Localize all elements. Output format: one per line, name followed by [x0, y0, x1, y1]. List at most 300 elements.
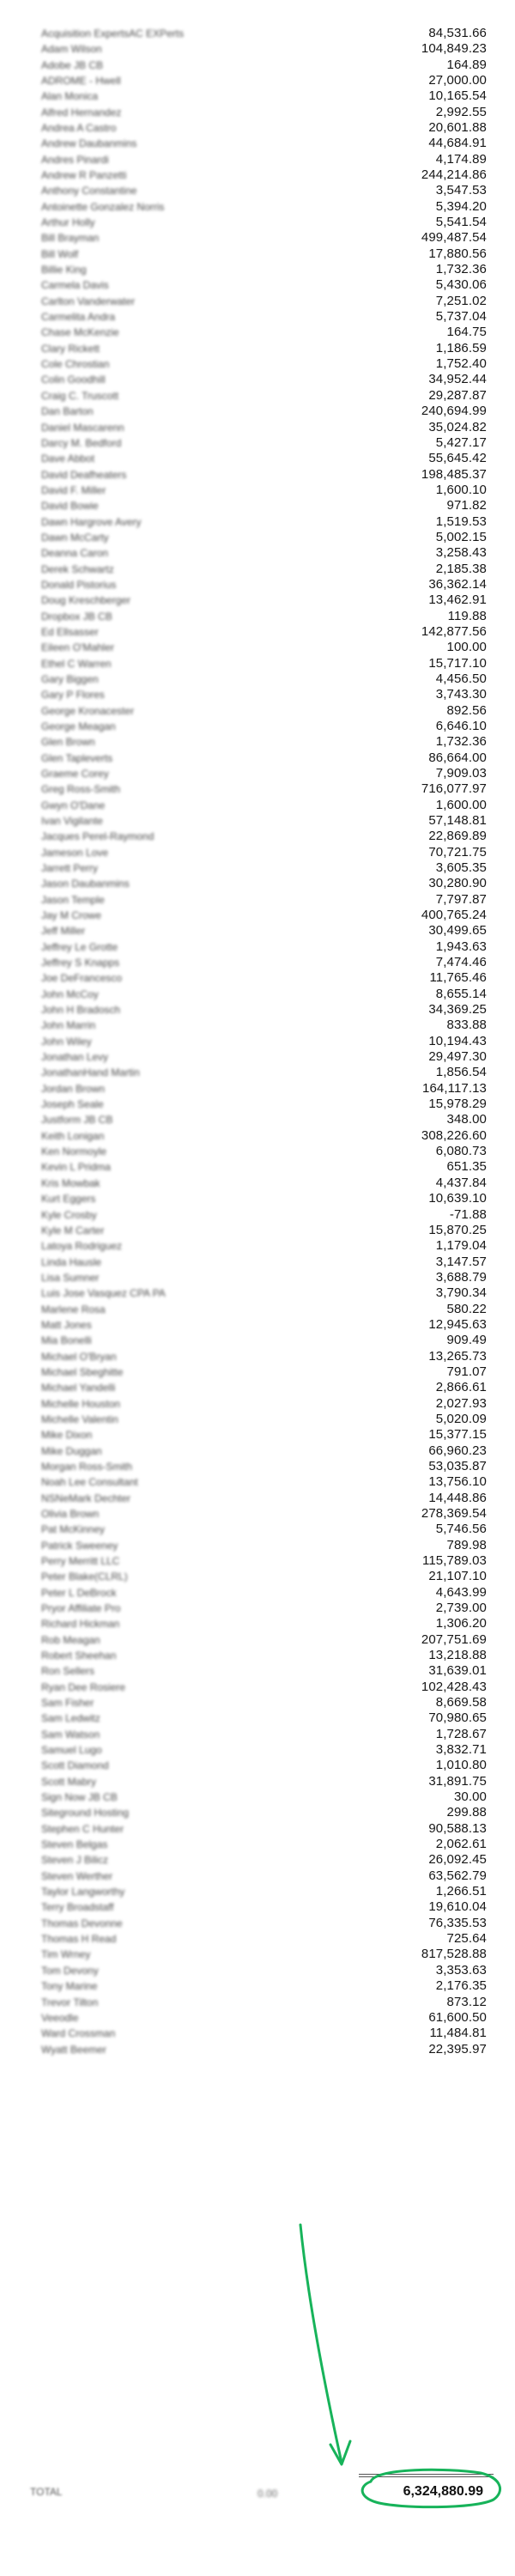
table-row	[0, 1569, 515, 1584]
table-row	[0, 514, 515, 530]
payment-amount: 1,186.59	[435, 340, 487, 355]
payee-name: Keith Lonigan	[41, 1129, 105, 1142]
table-row	[0, 562, 515, 577]
payment-amount: 17,880.56	[428, 246, 487, 261]
table-row	[0, 294, 515, 309]
payee-name: Jay M Crowe	[41, 909, 102, 922]
table-row	[0, 435, 515, 451]
table-row	[0, 1805, 515, 1820]
payment-amount: 13,462.91	[428, 592, 487, 608]
payment-amount: 10,639.10	[428, 1191, 487, 1206]
payee-name: Doug Kreschberger	[41, 594, 131, 607]
payee-name: Ryan Dee Rosiere	[41, 1680, 126, 1693]
payment-amount: 5,541.54	[435, 215, 487, 230]
payment-amount: 3,688.79	[435, 1269, 487, 1285]
payee-name: Dawn McCarty	[41, 531, 109, 544]
table-row	[0, 498, 515, 513]
table-row	[0, 388, 515, 404]
table-row	[0, 26, 515, 41]
payee-name: Michelle Houston	[41, 1397, 121, 1410]
payment-amount: 57,148.81	[428, 813, 487, 828]
payee-name: Tom Devony	[41, 1964, 99, 1977]
payee-name: Kevin L Pridma	[41, 1161, 111, 1174]
table-row	[0, 183, 515, 198]
payee-name: Terry Broadstaff	[41, 1901, 114, 1914]
table-row	[0, 1128, 515, 1144]
table-row	[0, 1412, 515, 1427]
payee-name: Cole Chrostian	[41, 358, 110, 371]
payment-amount: 7,909.03	[435, 765, 487, 781]
payee-name: Steven J Bilicz	[41, 1854, 109, 1867]
payee-name: Glen Tapleverts	[41, 751, 113, 764]
table-row	[0, 592, 515, 608]
table-row	[0, 1144, 515, 1159]
payee-name: Noah Lee Consultant	[41, 1476, 138, 1489]
payee-name: Ken Normoyle	[41, 1145, 107, 1158]
payment-amount: 1,600.10	[435, 482, 487, 497]
payee-name: Jordan Brown	[41, 1082, 106, 1095]
table-row	[0, 1223, 515, 1238]
payment-amount: 3,743.30	[435, 687, 487, 702]
payee-name: Samuel Lugo	[41, 1744, 102, 1757]
table-row	[0, 2010, 515, 2026]
payment-amount: 3,605.35	[435, 860, 487, 876]
table-row	[0, 656, 515, 671]
payment-amount: 164.75	[446, 325, 487, 340]
payee-name: Greg Ross-Smith	[41, 783, 121, 796]
payment-amount: 1,010.80	[435, 1758, 487, 1773]
payment-amount: 3,832.71	[435, 1742, 487, 1758]
payment-amount: 70,721.75	[428, 844, 487, 860]
payee-name: Craig C. Truscott	[41, 389, 119, 402]
total-rule-bottom	[359, 2476, 494, 2477]
payee-name: Perry Merritt LLC	[41, 1554, 120, 1567]
table-row	[0, 545, 515, 561]
payment-amount: 1,306.20	[435, 1616, 487, 1631]
payment-amount: 22,395.97	[428, 2041, 487, 2057]
payment-amount: 13,756.10	[428, 1474, 487, 1490]
payment-amount: 44,684.91	[428, 136, 487, 151]
payee-name: Chase McKenzie	[41, 326, 119, 339]
payee-name: Jarrett Perry	[41, 862, 99, 875]
payment-amount: 164.89	[446, 57, 487, 72]
table-row	[0, 829, 515, 844]
table-row	[0, 1632, 515, 1648]
payee-name: Carmela Davis	[41, 279, 109, 292]
payment-amount: 892.56	[446, 702, 487, 718]
payment-amount: 63,562.79	[428, 1868, 487, 1883]
payment-amount: 30,499.65	[428, 923, 487, 939]
payment-amount: 4,437.84	[435, 1175, 487, 1190]
table-row	[0, 1931, 515, 1947]
payee-name: Sign Now JB CB	[41, 1791, 118, 1804]
table-row	[0, 1159, 515, 1175]
table-row	[0, 1176, 515, 1191]
table-row	[0, 609, 515, 624]
payee-name: Andrea A Castro	[41, 122, 117, 135]
table-row	[0, 1538, 515, 1553]
table-row	[0, 1663, 515, 1679]
table-row	[0, 860, 515, 876]
table-row	[0, 1553, 515, 1569]
payment-amount: 3,353.63	[435, 1962, 487, 1978]
table-row	[0, 2042, 515, 2057]
payee-name: Gary Biggen	[41, 672, 99, 685]
payee-name: Dawn Hargrove Avery	[41, 515, 142, 528]
annotation-arrow-head	[330, 2441, 350, 2464]
payee-name: Acquisition ExpertsAC EXPerts	[41, 27, 185, 39]
payee-name: Alan Monica	[41, 90, 99, 103]
table-row	[0, 1868, 515, 1884]
payee-name: Jason Daubanmins	[41, 878, 130, 890]
payment-amount: 6,080.73	[435, 1144, 487, 1159]
total-mid-value: 0.00	[258, 2488, 278, 2500]
payee-name: Rob Meagan	[41, 1633, 100, 1646]
payee-name: Steven Werther	[41, 1869, 113, 1882]
table-row	[0, 309, 515, 325]
payee-name: Ward Crossman	[41, 2027, 116, 2040]
payee-name: Carlton Vanderwater	[41, 295, 136, 307]
payment-amount: 3,147.57	[435, 1254, 487, 1269]
payee-name: David Bowie	[41, 500, 99, 513]
table-row	[0, 136, 515, 151]
payment-amount: 5,020.09	[435, 1411, 487, 1426]
payee-name: Mike Dixon	[41, 1429, 93, 1442]
table-row	[0, 277, 515, 293]
payment-amount: 11,484.81	[429, 2026, 487, 2041]
payee-name: Justform JB CB	[41, 1114, 113, 1127]
table-row	[0, 483, 515, 498]
table-row	[0, 1837, 515, 1852]
payee-name: JonathanHand Martin	[41, 1066, 140, 1079]
payment-amount: 142,877.56	[421, 623, 487, 639]
payment-amount: 86,664.00	[428, 750, 487, 765]
payment-amount: 791.07	[446, 1364, 487, 1379]
payment-amount: 15,717.10	[428, 655, 487, 671]
payment-amount: 6,646.10	[435, 718, 487, 733]
payee-name: Richard Hickman	[41, 1618, 120, 1631]
annotation-arrow-shaft	[300, 2225, 342, 2463]
payment-amount: 19,610.04	[428, 1899, 487, 1915]
payment-amount: 278,369.54	[421, 1505, 487, 1521]
payment-amount: 10,194.43	[428, 1033, 487, 1048]
table-row	[0, 1742, 515, 1758]
table-row	[0, 640, 515, 655]
payee-name: Jacques Perel-Raymond	[41, 830, 154, 843]
table-row	[0, 1963, 515, 1978]
payee-name: Mia Bonelli	[41, 1334, 92, 1347]
table-row	[0, 1317, 515, 1333]
payment-amount: 5,430.06	[435, 277, 487, 293]
payment-amount: 61,600.50	[428, 2009, 487, 2025]
table-row	[0, 467, 515, 483]
table-row	[0, 167, 515, 183]
payee-name: Wyatt Beemer	[41, 2043, 106, 2056]
table-row	[0, 892, 515, 908]
payee-name: Taylor Langworthy	[41, 1886, 125, 1899]
payee-name: John McCoy	[41, 987, 99, 1000]
table-row	[0, 1506, 515, 1522]
payee-name: Kurt Eggers	[41, 1193, 96, 1206]
payee-name: Ed Ellsasser	[41, 625, 99, 638]
table-row	[0, 1034, 515, 1049]
payee-name: Michelle Valentin	[41, 1413, 118, 1425]
payment-amount: -71.88	[449, 1206, 487, 1222]
table-row	[0, 1302, 515, 1317]
payee-name: Olivia Brown	[41, 1507, 100, 1520]
table-row	[0, 1648, 515, 1663]
payment-amount: 909.49	[446, 1333, 487, 1348]
payment-amount: 35,024.82	[428, 419, 487, 434]
table-row	[0, 1695, 515, 1710]
table-row	[0, 1364, 515, 1380]
payee-name: Veeodle	[41, 2011, 79, 2024]
table-row	[0, 1474, 515, 1490]
table-row	[0, 1333, 515, 1348]
payee-name: Colin Goodhill	[41, 374, 106, 386]
payee-name: Peter Blake(CLRL)	[41, 1571, 128, 1583]
payment-amount: 299.88	[446, 1805, 487, 1820]
payee-name: Bill Wolf	[41, 247, 79, 260]
payment-amount: 53,035.87	[428, 1458, 487, 1473]
payment-amount: 2,185.38	[435, 561, 487, 576]
payee-name: Joe DeFrancesco	[41, 972, 123, 985]
table-row	[0, 1065, 515, 1080]
table-row	[0, 1396, 515, 1412]
payment-amount: 580.22	[446, 1301, 487, 1316]
payee-name: Andrew Daubanmins	[41, 137, 137, 150]
payee-name: John H Bradosch	[41, 1004, 121, 1017]
payment-amount: 7,474.46	[435, 955, 487, 970]
payee-name: Antoinette Gonzalez Norris	[41, 200, 165, 213]
payee-name: Tim Wrney	[41, 1948, 91, 1961]
table-row	[0, 1097, 515, 1112]
payment-amount: 55,645.42	[428, 451, 487, 466]
payment-amount: 2,062.61	[435, 1837, 487, 1852]
table-row	[0, 1978, 515, 1994]
payment-amount: 1,600.00	[435, 797, 487, 812]
table-row	[0, 120, 515, 136]
table-row	[0, 750, 515, 766]
table-row	[0, 987, 515, 1002]
payee-name: Bill Brayman	[41, 232, 100, 245]
payment-amount: 1,732.36	[435, 262, 487, 277]
table-row	[0, 798, 515, 813]
table-row	[0, 451, 515, 466]
payment-amount: 1,266.51	[435, 1884, 487, 1899]
payee-name: Sam Ledwitz	[41, 1712, 100, 1725]
payee-name: Peter L DeBrock	[41, 1586, 117, 1599]
payee-name: Graeme Corey	[41, 767, 109, 780]
payment-amount: 26,092.45	[428, 1852, 487, 1868]
table-row	[0, 1255, 515, 1270]
payment-amount: 8,669.58	[435, 1695, 487, 1710]
payment-amount: 725.64	[446, 1931, 487, 1947]
table-row	[0, 199, 515, 215]
table-row	[0, 1995, 515, 2010]
table-row	[0, 671, 515, 687]
table-row	[0, 1207, 515, 1223]
payee-name: Michael Yandelli	[41, 1382, 116, 1394]
payment-amount: 2,027.93	[435, 1395, 487, 1411]
payment-amount: 2,739.00	[435, 1601, 487, 1615]
table-row	[0, 1884, 515, 1899]
payee-name: Scott Mabry	[41, 1775, 97, 1788]
payment-amount: 5,746.56	[435, 1522, 487, 1537]
table-row	[0, 781, 515, 797]
payee-name: Dropbox JB CB	[41, 610, 112, 623]
payee-name: Morgan Ross-Smith	[41, 1460, 133, 1473]
payment-amount: 3,547.53	[435, 183, 487, 198]
payee-name: Billie King	[41, 264, 87, 276]
payment-amount: 100.00	[446, 640, 487, 655]
payee-name: John Wiley	[41, 1035, 92, 1048]
payment-amount: 4,643.99	[435, 1584, 487, 1600]
payment-amount: 12,945.63	[428, 1316, 487, 1332]
payee-name: Scott Diamond	[41, 1759, 109, 1772]
table-row	[0, 1821, 515, 1837]
payee-name: Jeff Miller	[41, 925, 86, 938]
payee-name: Luis Jose Vasquez CPA PA	[41, 1287, 166, 1300]
payment-amount: 3,790.34	[435, 1285, 487, 1301]
table-row	[0, 105, 515, 120]
table-row	[0, 325, 515, 340]
table-row	[0, 246, 515, 262]
table-row	[0, 341, 515, 356]
payee-name: Kyle Crosby	[41, 1208, 97, 1221]
payment-amount: 102,428.43	[421, 1679, 487, 1694]
table-row	[0, 1710, 515, 1726]
payee-name: George Kronacester	[41, 704, 135, 717]
payee-name: Stephen C Hunter	[41, 1822, 124, 1835]
payment-amount: 1,728.67	[435, 1726, 487, 1741]
payment-amount: 499,487.54	[421, 230, 487, 246]
payment-amount: 70,980.65	[428, 1710, 487, 1726]
payee-name: Joseph Seale	[41, 1098, 104, 1111]
payment-amount: 15,870.25	[428, 1222, 487, 1237]
payee-name: Carmelita Andra	[41, 311, 116, 324]
table-row	[0, 404, 515, 419]
payee-name: Patrick Sweeney	[41, 1539, 118, 1552]
payee-name: Derek Schwartz	[41, 562, 114, 575]
payment-amount: 66,960.23	[428, 1443, 487, 1458]
payment-amount: 31,891.75	[428, 1773, 487, 1789]
payee-name: Sam Watson	[41, 1728, 100, 1741]
table-row	[0, 766, 515, 781]
payment-amount: 400,765.24	[421, 908, 487, 923]
payment-amount: 1,856.54	[435, 1065, 487, 1080]
payment-amount: 1,943.63	[435, 939, 487, 954]
payment-amount: 164,117.13	[422, 1080, 487, 1096]
table-row	[0, 152, 515, 167]
payment-amount: 11,765.46	[429, 970, 487, 986]
payment-amount: 15,978.29	[428, 1097, 487, 1112]
table-row	[0, 939, 515, 955]
table-row	[0, 41, 515, 57]
payment-amount: 20,601.88	[428, 120, 487, 136]
table-row	[0, 1191, 515, 1206]
payment-amount: 27,000.00	[428, 73, 487, 88]
table-row	[0, 1491, 515, 1506]
payment-amount: 13,265.73	[428, 1348, 487, 1364]
table-row	[0, 215, 515, 230]
payment-amount: 31,639.01	[428, 1663, 487, 1679]
table-row	[0, 1380, 515, 1395]
table-row	[0, 923, 515, 939]
payee-name: Latoya Rodriguez	[41, 1240, 123, 1253]
table-row	[0, 876, 515, 891]
table-row	[0, 719, 515, 734]
table-row	[0, 703, 515, 719]
table-row	[0, 1002, 515, 1018]
table-row	[0, 1270, 515, 1285]
payee-name: Adobe JB CB	[41, 58, 104, 71]
payee-name: Lisa Sumner	[41, 1271, 100, 1284]
payment-amount: 651.35	[446, 1159, 487, 1175]
payee-name: Pat McKinney	[41, 1523, 106, 1536]
table-row	[0, 2026, 515, 2041]
table-row	[0, 577, 515, 592]
payee-name: Arthur Holly	[41, 216, 95, 229]
payment-amount: 30.00	[453, 1789, 487, 1805]
payment-amount: 1,732.36	[435, 734, 487, 750]
table-row	[0, 1727, 515, 1742]
payment-amount: 833.88	[446, 1018, 487, 1033]
payee-name: Dan Barton	[41, 405, 94, 418]
payment-amount: 3,258.43	[435, 545, 487, 561]
payment-amount: 2,176.35	[435, 1978, 487, 1994]
payee-name: Jason Temple	[41, 893, 105, 906]
payee-name: John Marrin	[41, 1019, 96, 1032]
payee-name: Dave Abbot	[41, 453, 95, 465]
payment-amount: 84,531.66	[428, 26, 487, 40]
payee-name: Jeffrey S Knapps	[41, 957, 120, 969]
payee-name: Donald Pistorius	[41, 578, 117, 591]
table-row	[0, 1680, 515, 1695]
table-row	[0, 230, 515, 246]
payee-name: David Deafheaters	[41, 468, 127, 481]
payee-name: Alfred Hernandez	[41, 106, 122, 118]
payment-amount: 789.98	[446, 1537, 487, 1552]
table-row	[0, 908, 515, 923]
payment-amount: 4,174.89	[435, 151, 487, 167]
payee-name: Kris Mowbak	[41, 1176, 100, 1189]
payment-amount: 308,226.60	[421, 1127, 487, 1143]
payee-name: NSNeMark Dechter	[41, 1492, 131, 1504]
table-row	[0, 356, 515, 372]
table-row	[0, 734, 515, 750]
payee-name: Tony Marine	[41, 1980, 98, 1993]
table-row	[0, 1852, 515, 1868]
payee-name: Robert Sheehan	[41, 1649, 117, 1662]
table-row	[0, 970, 515, 986]
payment-amount: 115,789.03	[422, 1552, 487, 1568]
payee-name: Thomas H Read	[41, 1933, 117, 1946]
payment-amount: 22,869.89	[428, 829, 487, 844]
table-row	[0, 1112, 515, 1127]
payee-name: Kyle M Carter	[41, 1224, 105, 1236]
payment-amount: 29,287.87	[428, 387, 487, 403]
payment-amount: 198,485.37	[421, 466, 487, 482]
table-row	[0, 1081, 515, 1097]
payee-name: Michael O'Bryan	[41, 1350, 117, 1363]
payee-name: Jameson Love	[41, 846, 109, 859]
table-row	[0, 813, 515, 829]
table-row	[0, 687, 515, 702]
payee-name: Steven Belgas	[41, 1838, 108, 1851]
payment-amount: 2,866.61	[435, 1380, 487, 1395]
payment-amount: 5,394.20	[435, 198, 487, 214]
